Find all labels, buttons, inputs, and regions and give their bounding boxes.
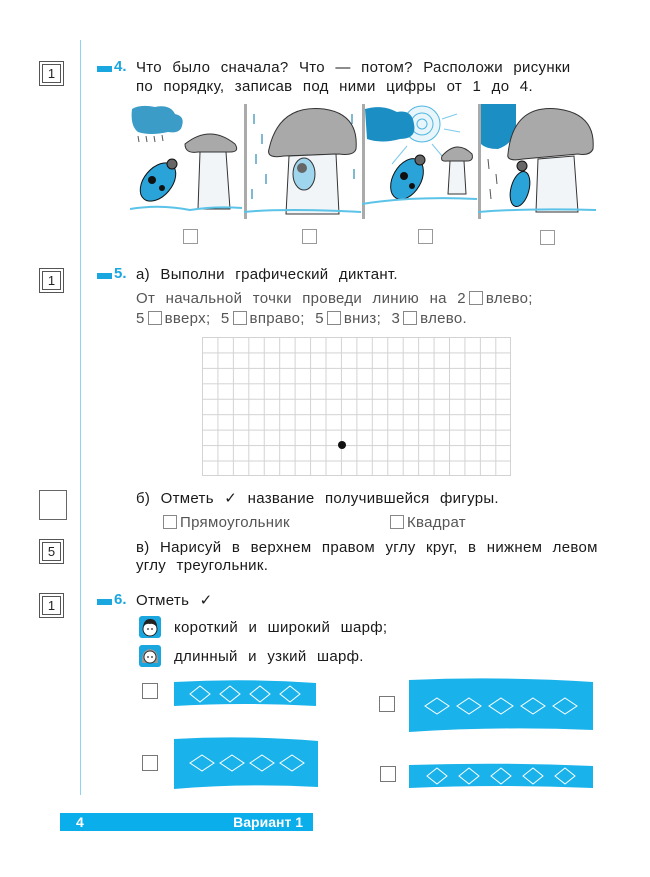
picture-beetle-walking-rain-cloud bbox=[130, 104, 242, 219]
instruction-text: От начальной точки проведи линию на 2 bbox=[136, 290, 466, 307]
score-value: 5 bbox=[42, 542, 61, 561]
variant-label: Вариант 1 bbox=[233, 814, 303, 830]
start-point bbox=[338, 441, 346, 449]
score-value: 1 bbox=[42, 596, 61, 615]
step-direction: вниз; bbox=[343, 310, 382, 327]
step-count: 3 bbox=[391, 310, 401, 327]
cell-unit-box bbox=[327, 311, 341, 325]
scarf-checkbox-1[interactable] bbox=[142, 683, 158, 699]
task-number: 6. bbox=[114, 591, 127, 608]
task-marker bbox=[97, 599, 112, 605]
step-direction: вправо; bbox=[249, 310, 305, 327]
task5c-line1: в) Нарисуй в верхнем правом углу круг, в нижнем левом bbox=[136, 539, 598, 556]
option-label: Прямоугольник bbox=[180, 514, 290, 531]
long-narrow-scarf bbox=[405, 762, 597, 790]
task4-text-line2: по порядку, записав под ними цифры от 1 до 4. bbox=[136, 78, 533, 95]
short-wide-scarf bbox=[170, 735, 322, 791]
legend-boy-text: короткий и широкий шарф; bbox=[174, 619, 388, 636]
picture-1-answer-box[interactable] bbox=[183, 229, 198, 244]
picture-3-answer-box[interactable] bbox=[418, 229, 433, 244]
picture-4-answer-box[interactable] bbox=[540, 230, 555, 245]
score-box-task5b[interactable] bbox=[39, 490, 67, 520]
score-box-task6[interactable] bbox=[39, 593, 64, 618]
task-marker bbox=[97, 66, 112, 72]
cell-unit-box bbox=[233, 311, 247, 325]
margin-line bbox=[80, 40, 81, 795]
cell-unit-box bbox=[403, 311, 417, 325]
step-count: 5 bbox=[315, 310, 324, 327]
task5a-instruction-line2 bbox=[136, 309, 467, 328]
instruction-text: влево; bbox=[485, 290, 533, 307]
task-number: 5. bbox=[114, 265, 127, 282]
scarf-checkbox-3[interactable] bbox=[379, 696, 395, 712]
option-rectangle[interactable] bbox=[163, 513, 290, 532]
task5a-instruction-line1 bbox=[136, 289, 533, 308]
task-marker bbox=[97, 273, 112, 279]
option-square[interactable] bbox=[390, 513, 466, 532]
picture-2-answer-box[interactable] bbox=[302, 229, 317, 244]
score-value: 1 bbox=[42, 271, 61, 290]
score-box-task4[interactable] bbox=[39, 61, 64, 86]
task5a-title: а) Выполни графический диктант. bbox=[136, 266, 398, 283]
girl-avatar-icon bbox=[139, 645, 161, 667]
scarf-checkbox-4[interactable] bbox=[380, 766, 396, 782]
cell-unit-box bbox=[469, 291, 483, 305]
scarf-checkbox-2[interactable] bbox=[142, 755, 158, 771]
long-wide-scarf bbox=[405, 676, 597, 734]
task4-text-line1: Что было сначала? Что — потом? Расположи рисунки bbox=[136, 59, 571, 76]
score-value: 1 bbox=[42, 64, 61, 83]
picture-beetle-runs-to-mushroom-rain-starts bbox=[478, 104, 596, 219]
checkbox[interactable] bbox=[390, 515, 404, 529]
dictation-grid[interactable] bbox=[202, 337, 511, 476]
cell-unit-box bbox=[148, 311, 162, 325]
task6-title: Отметь ✓ bbox=[136, 592, 213, 609]
legend-girl-text: длинный и узкий шарф. bbox=[174, 648, 364, 665]
score-box-task5c[interactable] bbox=[39, 539, 64, 564]
option-label: Квадрат bbox=[407, 514, 466, 531]
short-narrow-scarf bbox=[170, 678, 320, 708]
step-count: 5 bbox=[136, 310, 145, 327]
score-box-task5a[interactable] bbox=[39, 268, 64, 293]
checkbox[interactable] bbox=[163, 515, 177, 529]
boy-avatar-icon bbox=[139, 616, 161, 638]
step-direction: вверх; bbox=[164, 310, 211, 327]
task-number: 4. bbox=[114, 58, 127, 75]
page-number: 4 bbox=[76, 814, 84, 830]
step-direction: влево. bbox=[420, 310, 468, 327]
step-count: 5 bbox=[220, 310, 230, 327]
task5c-line2: углу треугольник. bbox=[136, 557, 269, 574]
page-footer bbox=[60, 813, 313, 831]
task5b-title: б) Отметь ✓ название получившейся фигуры. bbox=[136, 490, 499, 507]
picture-beetle-sun-after-rain bbox=[362, 104, 477, 219]
picture-beetle-under-mushroom-heavy-rain bbox=[244, 104, 361, 219]
